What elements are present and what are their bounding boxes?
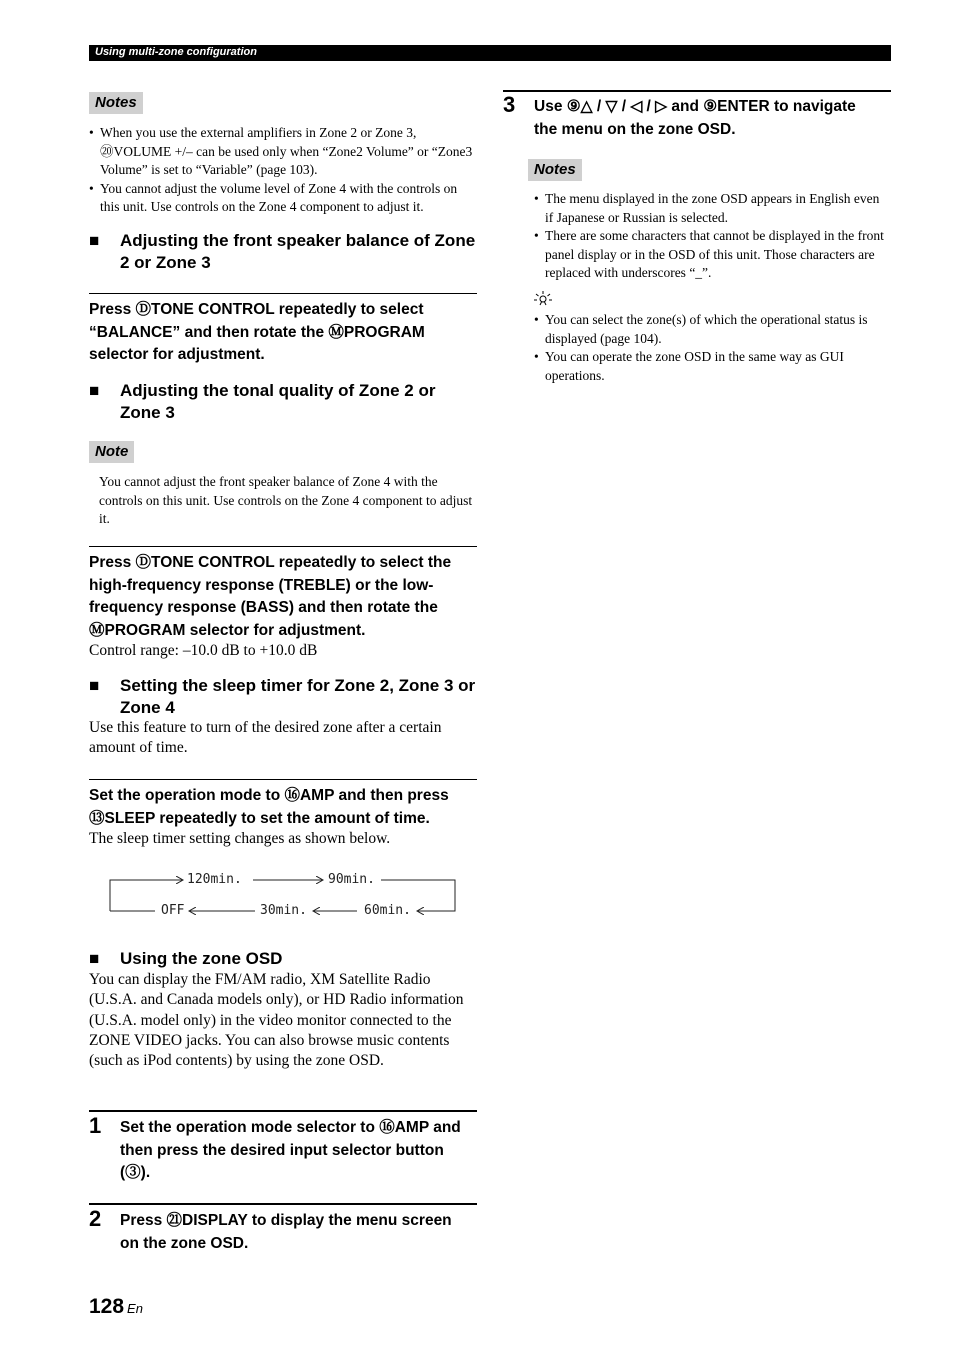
divider <box>89 293 477 294</box>
divider <box>89 779 477 780</box>
osd-description: You can display the FM/AM radio, XM Satellite Radio (U.S.A. and Canada models only), or HD Radio information (U.S.A. model only) in the video monitor connected to the ZONE VIDEO jacks. You can also browse music contents (such as iPod contents) by using the zone OSD. <box>89 971 464 1070</box>
instruction-sleep: Set the operation mode to ⑯AMP and then press ⑬SLEEP repeatedly to set the amount of time. <box>89 787 449 827</box>
page-number: 128 En <box>89 1295 143 1318</box>
divider <box>89 546 477 547</box>
sleep-option: OFF <box>161 903 185 918</box>
control-range: Control range: –10.0 dB to +10.0 dB <box>89 642 318 659</box>
step-number: 2 <box>89 1206 102 1231</box>
sleep-caption: The sleep timer setting changes as shown below. <box>89 830 391 847</box>
square-bullet-icon: ■ <box>89 676 100 695</box>
page-lang: En <box>127 1301 143 1316</box>
step-1-text: Set the operation mode selector to ⑯AMP and then press the desired input selector button (③). <box>120 1119 461 1181</box>
notes-label: Notes <box>89 92 143 114</box>
square-bullet-icon: ■ <box>89 381 100 400</box>
step-number: 3 <box>503 92 516 117</box>
tip-icon <box>533 290 553 306</box>
sleep-option: 120min. <box>187 872 242 887</box>
instruction-balance: Press ⒹTONE CONTROL repeatedly to select “BALANCE” and then rotate the ⓂPROGRAM selector for adjustment. <box>89 301 425 363</box>
notes-label: Notes <box>528 159 582 181</box>
note-label: Note <box>89 441 134 463</box>
step-number: 1 <box>89 1113 102 1138</box>
section-heading-tonal: ■ Adjusting the tonal quality of Zone 2 or Zone 3 <box>89 381 436 422</box>
note-item: • When you use the external amplifiers in Zone 2 or Zone 3, ⑳VOLUME +/– can be used only when “Zone2 Volume” or “Zone3 Volume” is set to “Variable” (page 103). <box>89 124 477 180</box>
header-title: Using multi-zone configuration <box>95 46 257 58</box>
divider <box>89 1203 477 1205</box>
divider <box>503 90 891 92</box>
note-item: • There are some characters that cannot be displayed in the front panel display or in the OSD of this unit. Those characters are replaced with underscores “_”. <box>534 227 890 283</box>
section-heading-balance: ■ Adjusting the front speaker balance of Zone 2 or Zone 3 <box>89 231 476 272</box>
note-item: • You cannot adjust the volume level of Zone 4 with the controls on this unit. Use controls on the Zone 4 component to adjust it. <box>89 180 477 217</box>
sleep-option: 60min. <box>364 903 411 918</box>
notes-list <box>89 124 477 217</box>
header-bar <box>89 45 891 61</box>
sleep-description: Use this feature to turn of the desired zone after a certain amount of time. <box>89 719 442 757</box>
tips-list <box>534 311 890 385</box>
square-bullet-icon: ■ <box>89 949 100 968</box>
tip-item: • You can operate the zone OSD in the same way as GUI operations. <box>534 348 890 385</box>
notes-list <box>534 190 890 283</box>
section-heading-osd: ■ Using the zone OSD <box>89 949 283 968</box>
section-heading-sleep: ■ Setting the sleep timer for Zone 2, Zone 3 or Zone 4 <box>89 676 476 717</box>
sleep-option: 90min. <box>328 872 375 887</box>
step-3-text: Use ⑨△ / ▽ / ◁ / ▷ and ⑨ENTER to navigate the menu on the zone OSD. <box>534 98 856 138</box>
tip-item: • You can select the zone(s) of which the operational status is displayed (page 104). <box>534 311 890 348</box>
instruction-tone: Press ⒹTONE CONTROL repeatedly to select the high-frequency response (TREBLE) or the low-frequency response (BASS) and then rotate the ⓂPROGRAM selector for adjustment. <box>89 554 452 639</box>
divider <box>89 1110 477 1112</box>
sleep-option: 30min. <box>260 903 307 918</box>
note-text: You cannot adjust the front speaker balance of Zone 4 with the controls on this unit. Use controls on the Zone 4 component to adjust it. <box>99 474 473 526</box>
note-item: • The menu displayed in the zone OSD appears in English even if Japanese or Russian is selected. <box>534 190 890 227</box>
step-2-text: Press ㉑DISPLAY to display the menu screen on the zone OSD. <box>120 1212 452 1252</box>
square-bullet-icon: ■ <box>89 231 100 250</box>
